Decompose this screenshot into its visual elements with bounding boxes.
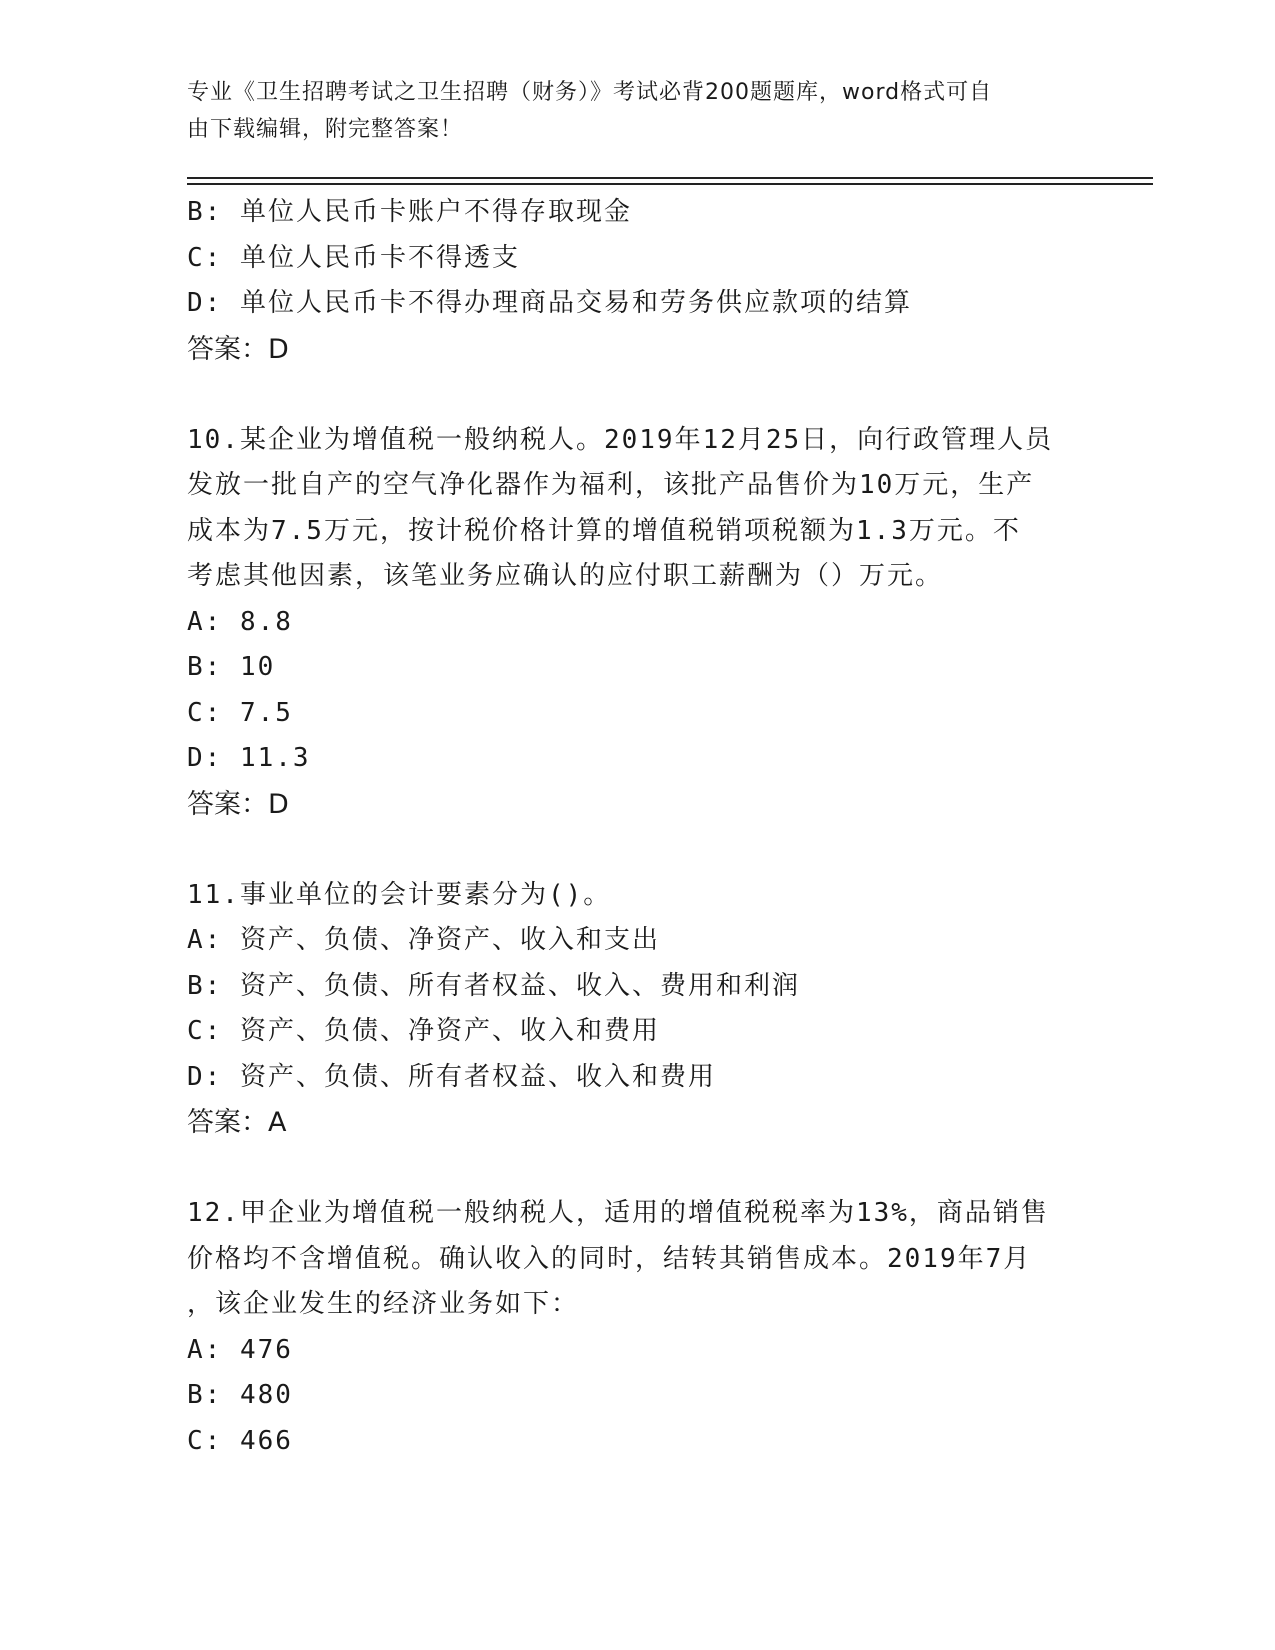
option-a: A: 8.8 [187, 606, 293, 637]
question-12 [187, 1191, 1087, 1464]
header-line-2: 由下载编辑，附完整答案！ [187, 117, 464, 142]
question-stem-line: 考虑其他因素，该笔业务应确认的应付职工薪酬为（）万元。 [187, 561, 944, 591]
option-d: D: 单位人民币卡不得办理商品交易和劳务供应款项的结算 [187, 288, 912, 318]
question-carryover [187, 190, 1087, 372]
question-stem-line: 12.甲企业为增值税一般纳税人，适用的增值税税率为13%，商品销售 [187, 1198, 1049, 1228]
option-c: C: 7.5 [187, 697, 293, 728]
option-c: C: 466 [187, 1425, 293, 1456]
question-11 [187, 873, 1087, 1146]
question-stem-line: ，该企业发生的经济业务如下： [187, 1289, 580, 1319]
spacer [187, 827, 1087, 873]
header-rule-top [187, 177, 1153, 179]
question-stem-line: 10.某企业为增值税一般纳税人。2019年12月25日，向行政管理人员 [187, 424, 1054, 455]
option-c: C: 单位人民币卡不得透支 [187, 242, 520, 273]
option-b: B: 单位人民币卡账户不得存取现金 [187, 197, 632, 227]
answer-label: 答案：D [187, 333, 289, 365]
spacer [187, 372, 1087, 418]
option-d: D: 资产、负债、所有者权益、收入和费用 [187, 1061, 716, 1092]
question-stem-line: 价格均不含增值税。确认收入的同时，结转其销售成本。2019年7月 [187, 1243, 1032, 1274]
question-10 [187, 418, 1087, 828]
option-b: B: 480 [187, 1380, 293, 1410]
question-stem-line: 成本为7.5万元，按计税价格计算的增值税销项税额为1.3万元。不 [187, 515, 1021, 546]
question-stem-line: 发放一批自产的空气净化器作为福利，该批产品售价为10万元，生产 [187, 470, 1035, 500]
question-list [187, 190, 1087, 1464]
option-d: D: 11.3 [187, 743, 311, 773]
header-line-1: 专业《卫生招聘考试之卫生招聘（财务）》考试必背200题题库，word格式可自 [187, 80, 993, 105]
option-c: C: 资产、负债、净资产、收入和费用 [187, 1016, 660, 1046]
document-header [187, 74, 1067, 148]
spacer [187, 1146, 1087, 1192]
option-a: A: 资产、负债、净资产、收入和支出 [187, 925, 660, 955]
option-b: B: 资产、负债、所有者权益、收入、费用和利润 [187, 970, 800, 1001]
answer-label: 答案：A [187, 1107, 287, 1138]
option-b: B: 10 [187, 652, 276, 682]
option-a: A: 476 [187, 1334, 293, 1365]
question-stem-line: 11.事业单位的会计要素分为()。 [187, 879, 612, 910]
header-rule-bottom [187, 183, 1153, 185]
answer-label: 答案：D [187, 788, 289, 820]
